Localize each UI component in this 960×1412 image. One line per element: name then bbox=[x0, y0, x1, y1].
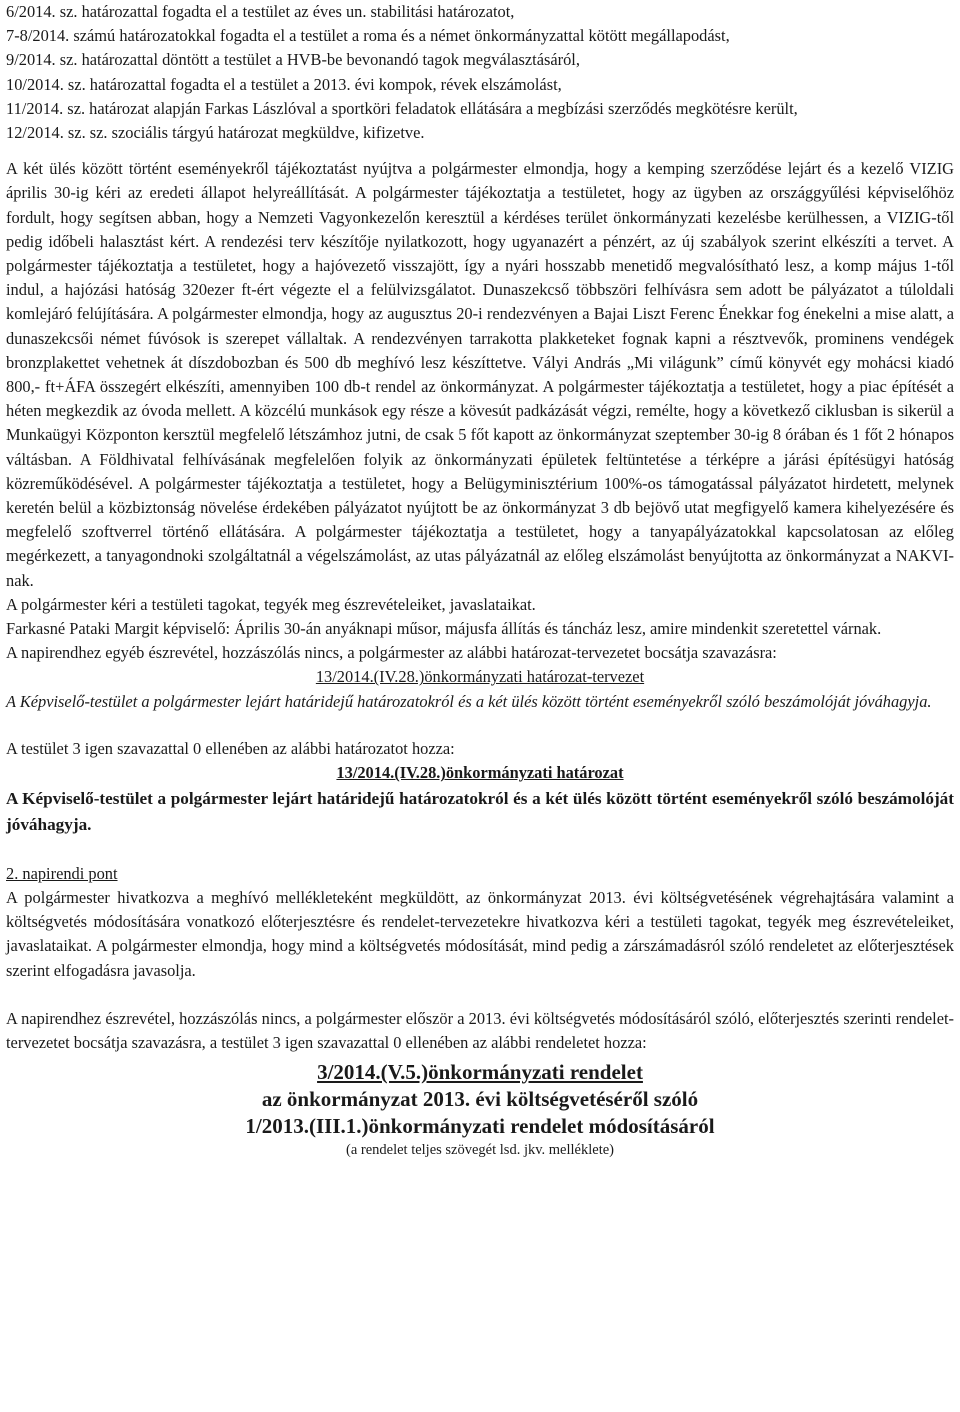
list-item: 6/2014. sz. határozattal fogadta el a testület az éves un. stabilitási határozatot, bbox=[6, 2, 515, 21]
vote-result: A testület 3 igen szavazattal 0 ellenében az alábbi határozatot hozza: bbox=[6, 739, 455, 759]
decree-subject: az önkormányzat 2013. évi költségvetéséről szóló bbox=[261, 1087, 699, 1112]
vote-call-paragraph: A napirendhez egyéb észrevétel, hozzászólás nincs, a polgármester az alábbi határozat-tervezetet bocsátja szavazásra: bbox=[6, 643, 777, 663]
decree-amended: 1/2013.(III.1.)önkormányzati rendelet módosításáról bbox=[245, 1114, 715, 1139]
draft-resolution-title: 13/2014.(IV.28.)önkormányzati határozat-tervezet bbox=[315, 667, 645, 687]
decree-block bbox=[6, 1059, 954, 1160]
draft-resolution-text: A Képviselő-testület a polgármester lejárt határidejű határozatokról és a két ülés között történt eseményekről szóló beszámolóját jóváhagyja. bbox=[6, 691, 932, 711]
agenda-item-heading: 2. napirendi pont bbox=[6, 863, 118, 883]
list-item: 9/2014. sz. határozattal döntött a testület a HVB-be bevonandó tagok megválasztásáról, bbox=[6, 50, 580, 70]
decree-note: (a rendelet teljes szövegét lsd. jkv. melléklete) bbox=[345, 1142, 614, 1159]
mayor-report-paragraph: A két ülés között történt eseményekről tájékoztatást nyújtva a polgármester elmondja, hogy a kemping szerződése lejárt és a kezelő VIZIG április 30-ig kéri az eredeti állapot helyreállítását. A polgármester tájékoztatja a testületet, hogy az ügyben az országgyűlési képviselőhöz fordult, hogy segítsen abban, hogy a Nemzeti Vagyonkezelőn keresztül a kérdéses terület önkormányzati kezelésbe kerülhessen, a VIZIG-től pedig időbeli halasztást kért. A rendezési terv készítője nyilatkozott, hogy ugyanazért a pénzért, az új szabályok szerint elkészíti a tervet. A polgármester tájékoztatja a testületet, hogy a hajóvezető visszajött, így a nyári hosszabb menetidő megvalósítható lesz, a komp május 1-től indul, a hajózási hatóság 320ezer ft-ért végezte el a felülvizsgálatot. Dunaszekcső többszöri felhívásra sem adott be pályázatot a túloldali komlejáró felújítására. A polgármester elmondja, hogy az augusztus 20-i rendezvényen a Bajai Liszt Ferenc Énekkar fog énekelni a mise alatt, a dunaszekcsői német fúvósok is szerepet vállaltak. A rendezvényen tarrakotta plakketeket fognak kapni a résztvevők, prominens vendégek bronzplakettet vehetnek át díszdobozban és 500 db meghívó lesz készíttetve. Vályi András „Mi világunk” című könyvét egy mohácsi kiadó 800,- ft+ÁFA összegért elkészíti, amennyiben 100 db-t rendel az önkormányzat. A polgármester tájékoztatja a testületet, hogy a piac építését a héten megkezdik az óvoda mellett. A közcélú munkások egy része a kövesút padkázását végzi, remélte, hogy a következő ciklusban is sikerül a Munkaügyi Központon kersztül megfelelő létszámhoz jutni, de csak 5 főt kapott az önkormányzat szeptember 30-ig 8 órában és 1 főt 2 hónapos váltásban. A Földhivatal felhívásának megfelelően folyik az önkormányzati épületek feltüntetése a térképre a járási építésügyi hatóság közreműködésével. A polgármester tájékoztatja a testületet, hogy a Belügyminisztérium 100%-os támogatással pályázatot hirdetett, melynek keretén belül a közbiztonság növelése érdekében pályázatot nyújtott be az önkormányzat 3 db bejövő utat megfigyelő kamera kihelyezésére és megfelelő szoftverrel történő ellátására. A polgármester tájékoztatja a testületet, hogy a tanyapályázatokkal kapcsolatosan az előleg megérkezett, a tanyagondnoki szolgáltatnál a végelszámolást, az utas pályázatnál az előleg elszámolást benyújtotta az önkormányzat a NAKVI-nak. bbox=[6, 159, 954, 590]
resolution-text: A Képviselő-testület a polgármester lejárt határidejű határozatokról és a két ülés között történt eseményekről szóló beszámolóját jóváhagyja. bbox=[6, 788, 954, 834]
representative-statement: Farkasné Pataki Margit képviselő: Április 30-án anyáknapi műsor, májusfa állítás és táncház lesz, amire mindenkit szeretettel várnak. bbox=[6, 619, 882, 639]
list-item: 10/2014. sz. határozattal fogadta el a testület a 2013. évi kompok, révek elszámolást, bbox=[6, 74, 562, 94]
resolutions-list bbox=[6, 0, 954, 145]
agenda-item-vote-paragraph: A napirendhez észrevétel, hozzászólás nincs, a polgármester először a 2013. évi költségvetés módosításáról szóló, előterjesztés szerinti rendelet-tervezetet bocsátja szavazásra, a testület 3 igen szavazattal 0 ellenében az alábbi rendeletet hozza: bbox=[6, 1008, 954, 1052]
list-item: 12/2014. sz. sz. szociális tárgyú határozat megküldve, kifizetve. bbox=[6, 123, 425, 143]
agenda-item-paragraph: A polgármester hivatkozva a meghívó mellékleteként megküldött, az önkormányzat 2013. évi költségvetésének végrehajtására valamint a költségvetés módosítására vonatkozó előterjesztésre és rendelet-tervezetekre hivatkozva kéri a testületi tagokat, tegyék meg észrevételeiket, javaslataikat. A polgármester elmondja, hogy mind a költségvetés módosítását, mind pedig a zárszámadásról szóló rendeletet az előterjesztések szerint elfogadásra javasolja. bbox=[6, 887, 954, 980]
request-paragraph: A polgármester kéri a testületi tagokat, tegyék meg észrevételeiket, javaslataikat. bbox=[6, 594, 536, 614]
decree-number: 3/2014.(V.5.)önkormányzati rendelet bbox=[317, 1060, 643, 1085]
list-item: 11/2014. sz. határozat alapján Farkas Lászlóval a sportköri feladatok ellátására a megbízási szerződés megkötésre került, bbox=[6, 98, 798, 118]
list-item: 7-8/2014. számú határozatokkal fogadta el a testület a roma és a német önkormányzattal kötött megállapodást, bbox=[6, 26, 730, 46]
resolution-title: 13/2014.(IV.28.)önkormányzati határozat bbox=[336, 763, 624, 783]
